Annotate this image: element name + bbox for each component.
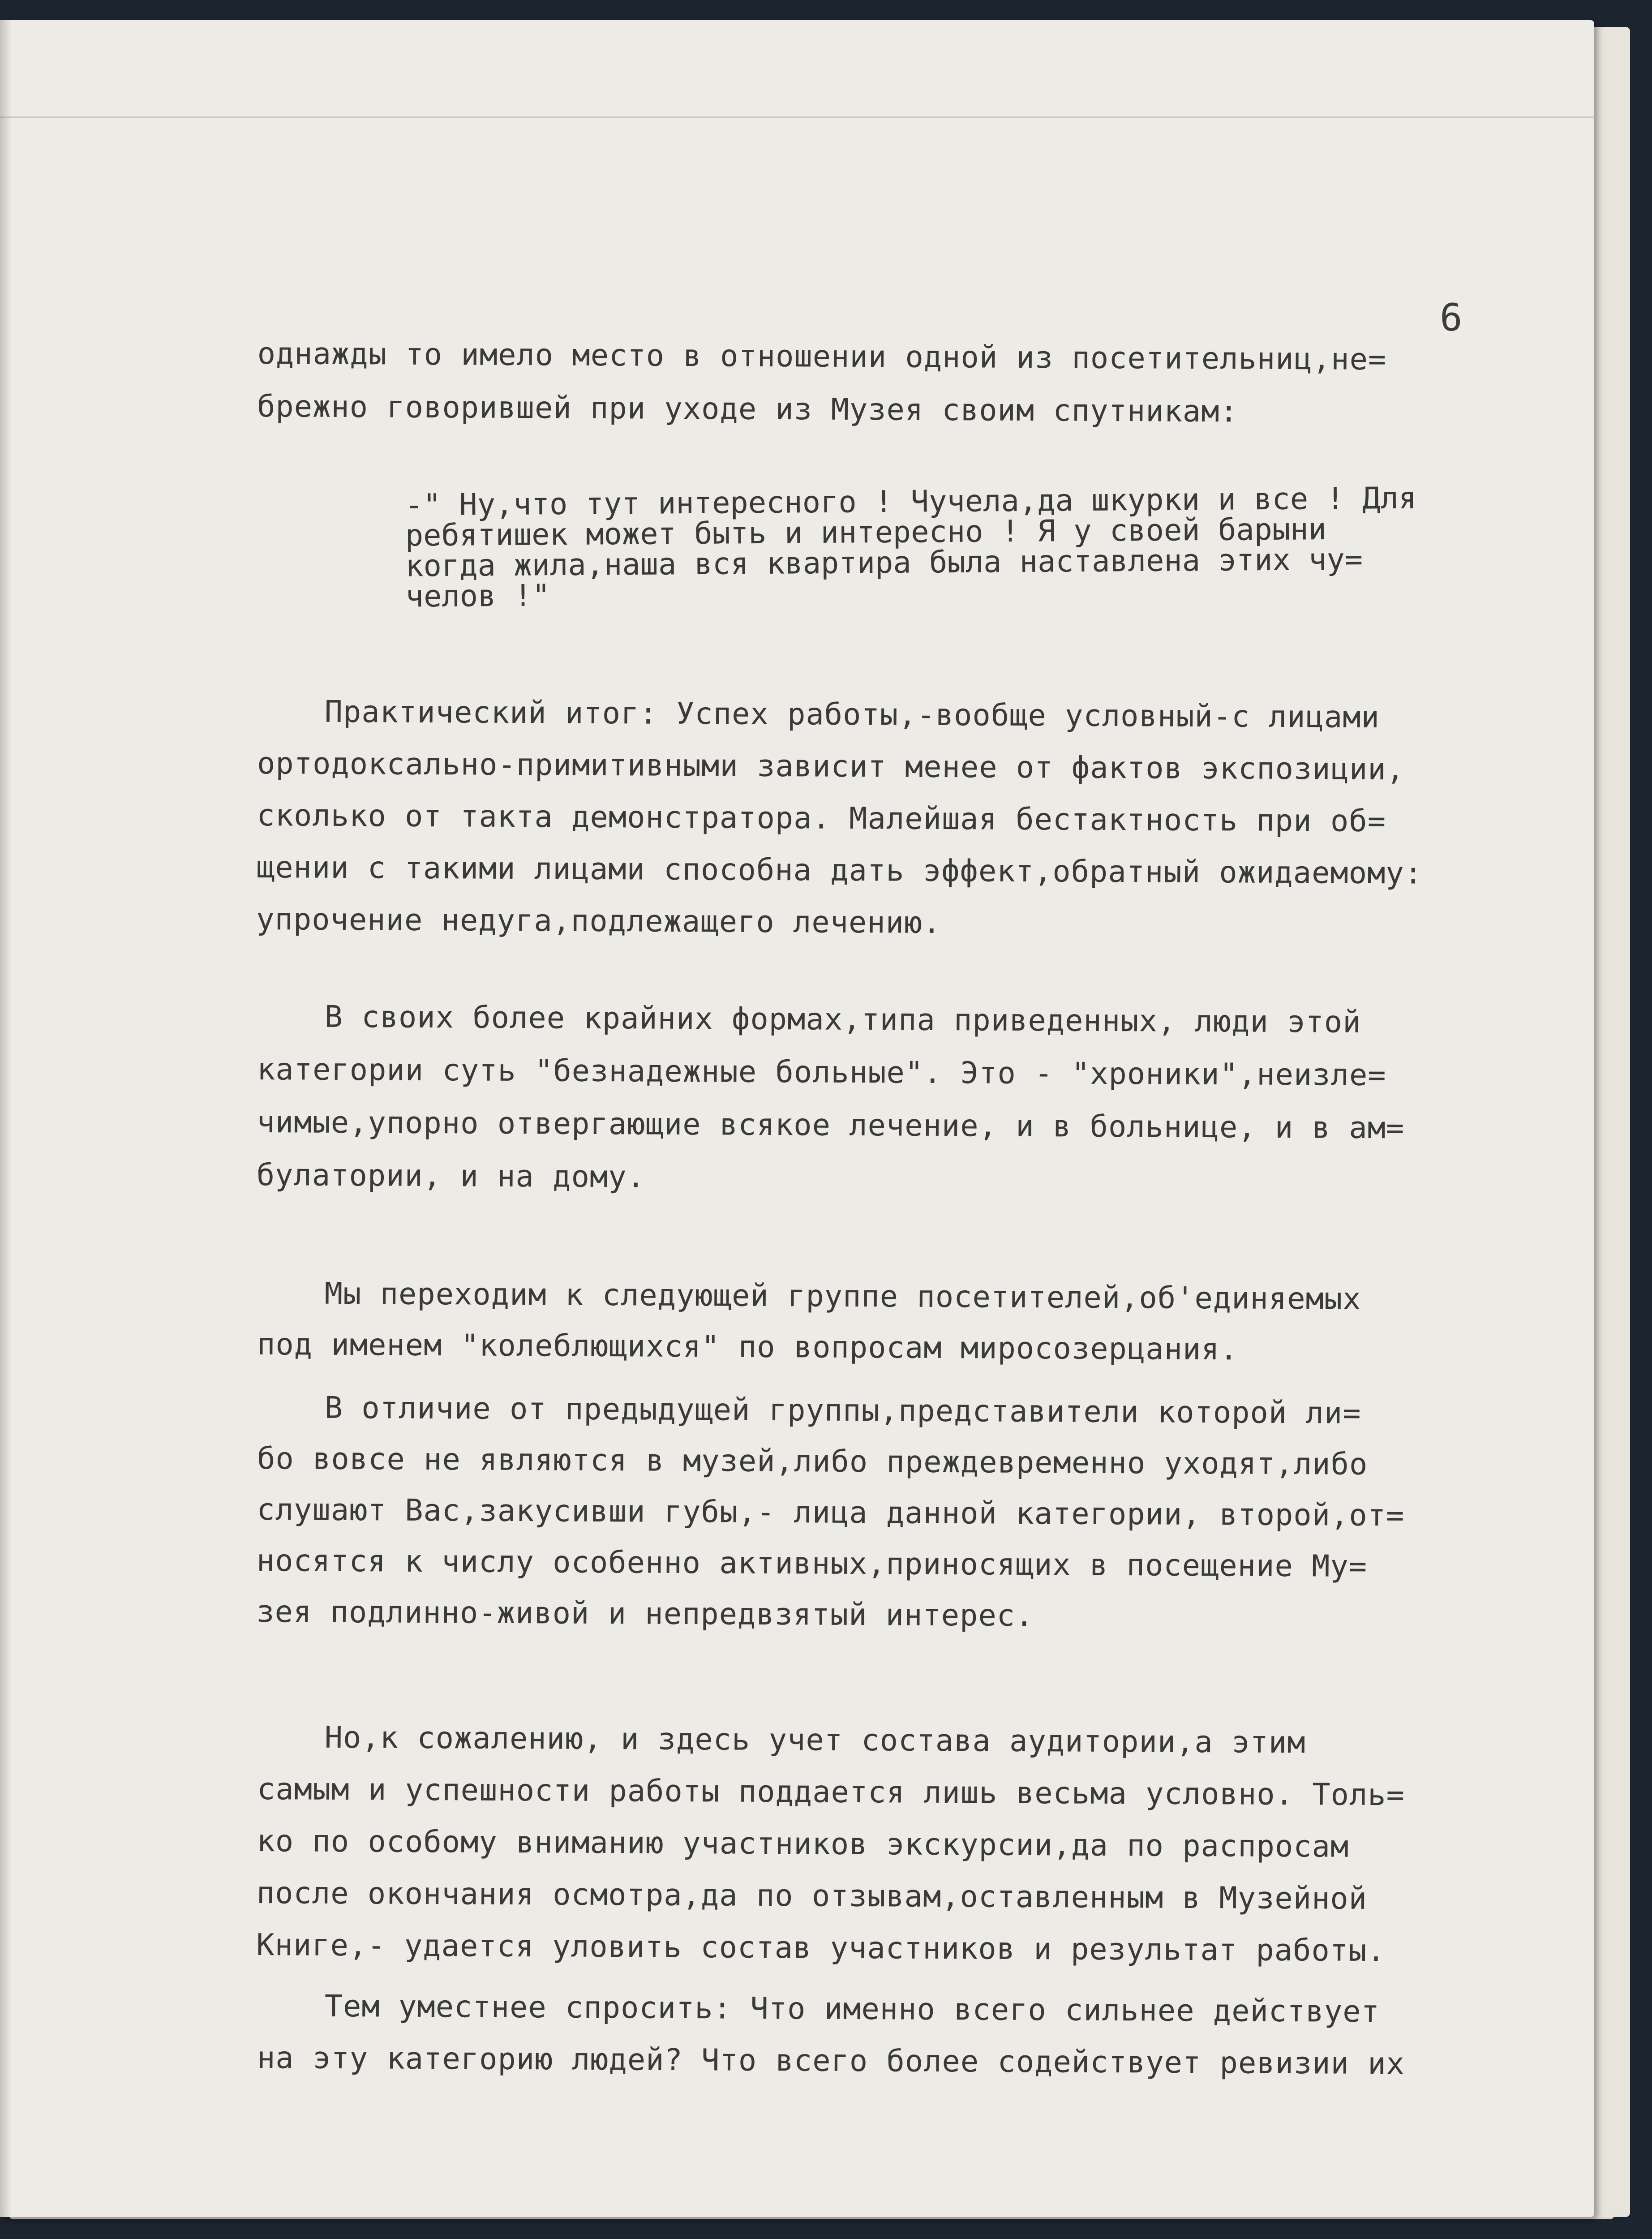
text-line: ортодоксально-примитивными зависит менее от фактов экспозиции, [257,745,1405,787]
text-line: В отличие от предыдущей группы,представители которой ли= [324,1390,1361,1431]
text-line: слушают Вас,закусивши губы,- лица данной категории, второй,от= [257,1491,1405,1533]
paragraph-regret [256,1711,1502,1977]
typewritten-page [0,20,1594,2217]
text-line: Тем уместнее спросить: Что именно всего сильнее действует [324,1988,1380,2029]
paragraph-next-group [257,1268,1502,1376]
text-line: носятся к числу особенно активных,приносящих в посещение Му= [256,1543,1368,1584]
text-line: зея подлинно-живой и непредвзятый интерес. [256,1594,1034,1633]
text-line: Книге,- удается уловить состав участников и результат работы. [256,1927,1386,1968]
text-line: сколько от такта демонстратора. Малейшая бестактность при об= [257,797,1386,839]
text-line: Но,к сожалению, и здесь учет состава аудитории,а этим [324,1719,1306,1760]
page-number: 6 [1440,296,1463,340]
text-line: брежно говорившей при уходе из Музея своим спутникам: [257,388,1239,429]
text-line: Практический итог: Успех работы,-вообще условный-с лицами [324,694,1380,735]
text-line: после окончания осмотра,да по отзывам,оставленным в Музейной [256,1875,1368,1916]
paragraph-question [257,1980,1502,2090]
text-line: В своих более крайних формах,типа приведенных, люди этой [324,999,1361,1040]
text-line: Мы переходим к следующей группе посетителей,об'единяемых [324,1276,1361,1316]
quote-line: ребятишек может быть и интересно ! Я у своей барыни [405,511,1327,553]
text-line: бо вовсе не являются в музей,либо преждевременно уходят,либо [257,1440,1368,1482]
quoted-speech [405,480,1498,614]
quote-line: челов !" [405,578,550,614]
text-line: однажды то имело место в отношении одной из посетительниц,не= [257,335,1387,377]
page-fold-line [0,116,1594,118]
quote-line: -" Ну,что тут интересного ! Чучела,да шкурки и все ! Для [405,480,1417,523]
quote-line: когда жила,наша вся квартира была наставлена этих чу= [405,541,1363,584]
paragraph-extreme-forms [257,990,1502,1208]
paragraph-intro [257,327,1502,439]
text-line: самым и успешности работы поддается лишь весьма условно. Толь= [257,1771,1405,1813]
paragraph-practical-result [256,685,1502,952]
text-line: щении с такими лицами способна дать эффект,обратный ожидаемому: [256,849,1423,891]
text-line: на эту категорию людей? Что всего более содействует ревизии их [257,2040,1405,2081]
text-line: чимые,упорно отвергающие всякое лечение, и в больнице, и в ам= [257,1104,1405,1146]
text-line: ко по особому вниманию участников экскурсии,да по распросам [257,1823,1349,1864]
text-line: под именем "колеблющихся" по вопросам миросозерцания. [257,1326,1239,1367]
paragraph-contrast [256,1382,1502,1644]
page-binding-shadow [0,20,12,2217]
text-line: категории суть "безнадежные больные". Это - "хроники",неизле= [257,1051,1386,1093]
text-line: булатории, и на дому. [256,1157,646,1195]
text-line: упрочение недуга,подлежащего лечению. [256,901,941,941]
